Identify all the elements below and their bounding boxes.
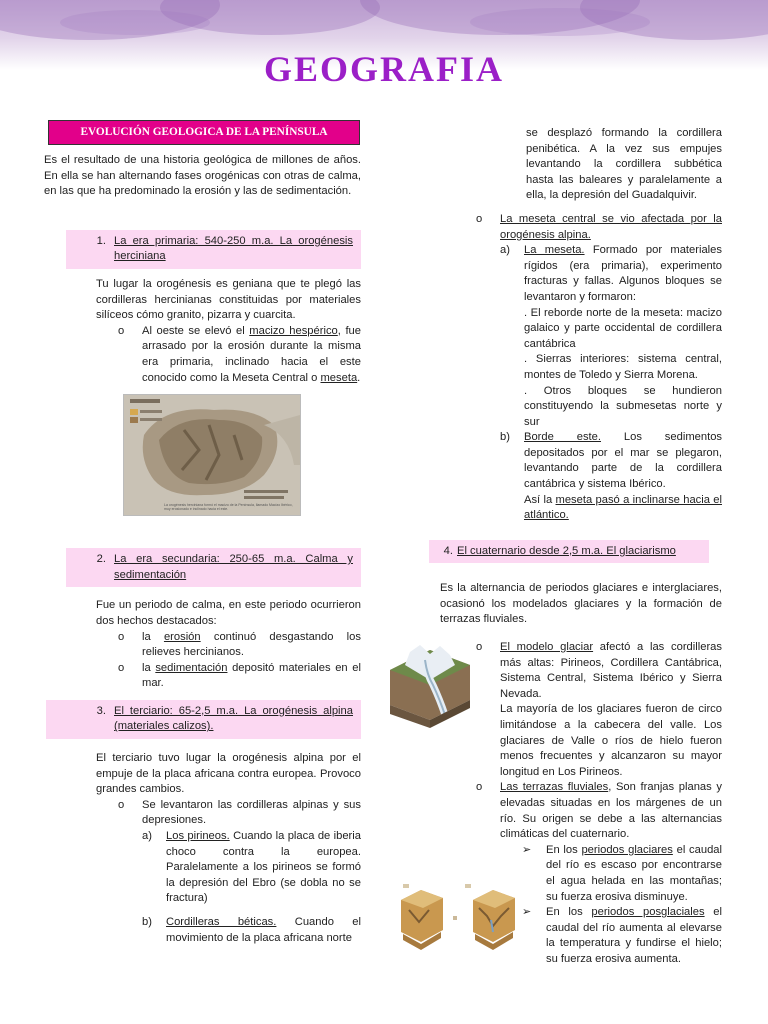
section-4-title: El cuaternario desde 2,5 m.a. El glaciarismo: [457, 544, 676, 557]
bullet-text: Se levantaron las cordilleras alpinas y sus depresiones.: [142, 798, 361, 827]
section-3-number: 3.: [96, 704, 106, 717]
item-marker: b): [142, 916, 152, 928]
section-1-text: Tu lugar la orogénesis es geniana que te plegó las cordilleras hercinianas constituidas por materiales silíceos cómo granito, pizarra y cuarcita.: [96, 277, 361, 322]
glacier-diagram-image: [385, 640, 475, 728]
section-1-title: La era primaria: 540-250 m.a. La orogénesis herciniana: [114, 234, 353, 263]
hercinian-relief-map: [123, 394, 301, 516]
section-3-item-b: [142, 915, 361, 946]
map-caption: La orogénesis herciniana formó el macizo de la Península, llamado Macizo Ibérico, muy erosionado e inclinado hacia el este.: [164, 503, 293, 512]
arrow-bullet-icon: ➢: [522, 906, 532, 919]
section-2-text: Fue un periodo de calma, en este periodo ocurrieron dos hechos destacados:: [96, 599, 361, 627]
meseta-bullet: [476, 212, 722, 243]
main-heading: EVOLUCIÓN GEOLOGICA DE LA PENÍNSULA: [80, 126, 328, 138]
item-marker: a): [500, 244, 510, 257]
section-4-number: 4.: [443, 544, 453, 557]
item-marker: b): [500, 431, 510, 444]
bullet-text: El modelo glaciar afectó a las cordilleras más altas: Pirineos, Cordillera Cantábrica, Sistema Central, Sistema Ibérico y Sierra Nevada.: [500, 641, 722, 700]
item-text: Borde este. Los sedimentos depositados por el mar se plegaron, levantando parte de la cordillera cantábrica y sistema Ibérico.: [524, 431, 723, 491]
section-3-text: El terciario tuvo lugar la orogénesis alpina por el empuje de la placa africana contra europea. Provoco grandes cambios.: [96, 752, 361, 796]
section-2-number: 2.: [96, 553, 106, 566]
page-title: GEOGRAFIA: [263, 49, 504, 89]
bullet-marker: o: [118, 630, 125, 643]
meseta-item-a-1: . El reborde norte de la meseta: macizo galaico y parte occidental de cordillera cantábrica: [524, 306, 722, 350]
right-column-lower: [440, 581, 722, 628]
section-2-box: [66, 548, 361, 587]
terraces-bullet: [476, 780, 722, 842]
bullet-marker: o: [476, 781, 483, 794]
bullet-text: La meseta central se vio afectada por la orogénesis alpina.: [500, 212, 722, 241]
right-column: [443, 126, 723, 563]
section-1-bullet: [118, 324, 361, 386]
section-2-title: La era secundaria: 250-65 m.a. Calma y sedimentación: [114, 553, 353, 581]
terraces-diagram-image: [395, 880, 523, 952]
left-column: [44, 120, 361, 946]
section-1-box: [66, 230, 361, 269]
section-3-bullet: [118, 798, 361, 829]
section-3-title: El terciario: 65-2,5 m.a. La orogénesis alpina (materiales calizos).: [114, 704, 353, 733]
terraces-item-postglacial: [522, 905, 722, 967]
section-2-bullet-erosion: [118, 630, 361, 661]
item-marker: a): [142, 830, 152, 843]
item-text: En los periodos glaciares el caudal del río es escaso por encontrarse el agua helada en las montañas; su fuerza erosiva disminuye.: [546, 843, 723, 903]
main-heading-box: [48, 120, 360, 145]
section-4-text: Es la alternancia de periodos glaciares e interglaciares, ocasionó los modelados glaciares y la formación de terrazas fluviales.: [440, 582, 722, 626]
item-text: La meseta. Formado por materiales rígidos (era primaria), experimento fracturas y fallas. Algunos bloques se levantaron y formaron:: [524, 244, 722, 303]
betic-continuation: se desplazó formando la cordillera penibética. A la vez sus empujes levantando la cordillera subbética hasta las baleares y paralelamente a ella, la depresión del Guadalquivir.: [526, 127, 722, 202]
glacier-paragraph: La mayoría de los glaciares fueron de circo limitándose a la cabecera del valle. Los glaciares de Valle o ríos de hielo fueron menos frecuentes y alcanzaron su mayor longitud en Los Pirineos.: [500, 703, 722, 778]
meseta-item-b: [500, 430, 722, 492]
section-4-box: [429, 540, 709, 564]
bullet-marker: o: [118, 324, 125, 337]
terraces-item-glacial: [522, 843, 722, 905]
section-3-box: [46, 700, 361, 739]
item-text: Cordilleras béticas. Cuando el movimiento de la placa africana norte: [166, 916, 361, 944]
item-text: En los periodos posglaciales el caudal del río aumenta al elevarse la temperatura y fundirse el hielo; su fuerza erosiva aumenta.: [546, 906, 722, 965]
bullet-marker: o: [476, 212, 483, 225]
meseta-conclusion: Así la meseta pasó a inclinarse hacia el atlántico.: [524, 493, 722, 522]
bullet-marker: o: [118, 798, 125, 811]
bullet-text: la erosión continuó desgastando los relieves hercinianos.: [142, 630, 361, 659]
glacier-bullet: [476, 640, 722, 702]
bullet-text: Al oeste se elevó el macizo hespérico, fue arrasado por la erosión durante la misma era primaria, inclinado hacia el este conocido como la Meseta Central o meseta.: [142, 324, 361, 384]
glacier-valley-diagram: [385, 640, 475, 728]
bullet-text: la sedimentación depositó materiales en el mar.: [142, 661, 361, 690]
arrow-bullet-icon: ➢: [522, 843, 532, 856]
section-3-item-a: [142, 829, 361, 907]
section-1-number: 1.: [96, 234, 106, 247]
meseta-item-a: [500, 243, 722, 305]
relief-map-image: [124, 395, 300, 515]
meseta-item-a-3: . Otros bloques se hundieron constituyendo la submesetas norte y sur: [524, 384, 722, 428]
bullet-text: Las terrazas fluviales, Son franjas planas y elevadas situadas en los márgenes de un río. Su origen se debe a las alternancias climáticas del cuaternario.: [500, 781, 722, 841]
river-terraces-diagram: [395, 880, 523, 952]
item-text: Los pirineos. Cuando la placa de iberia choco contra la europea. Paralelamente a los pirineos se formó la depresión del Ebro (se dobla no se fractura): [166, 830, 361, 905]
bullet-marker: o: [118, 661, 125, 674]
section-2-bullet-sedimentation: [118, 661, 361, 692]
intro-paragraph: Es el resultado de una historia geológica de millones de años. En ella se han alternando fases orogénicas con otras de calma, en las que ha predominado la erosión y las de sedimentación.: [44, 154, 361, 198]
bullet-marker: o: [476, 641, 483, 653]
meseta-item-a-2: . Sierras interiores: sistema central, montes de Toledo y Sierra Morena.: [524, 353, 722, 381]
